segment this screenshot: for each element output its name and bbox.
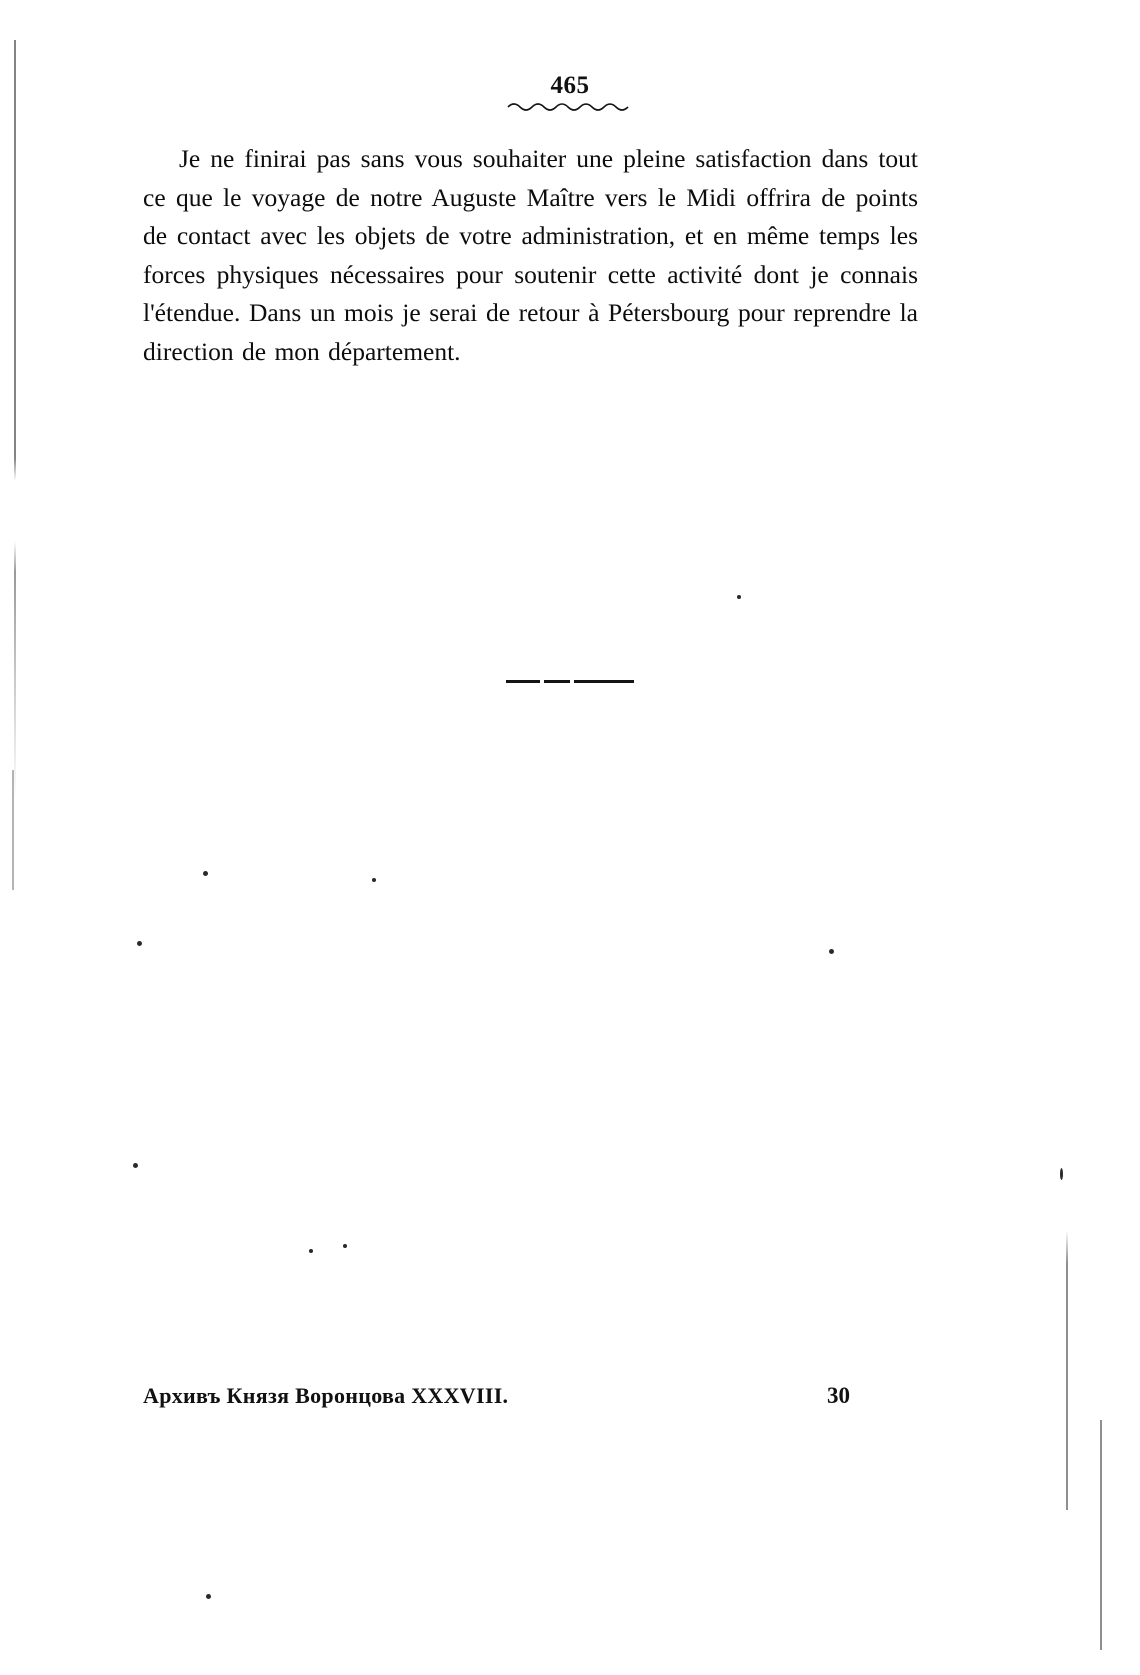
wavy-divider-icon [500, 100, 640, 114]
scan-speck [309, 1249, 313, 1253]
scan-speck [206, 1594, 211, 1599]
scan-speck [829, 949, 834, 954]
scan-speck [737, 595, 741, 599]
scan-speck [343, 1244, 347, 1248]
letter-body [143, 140, 918, 372]
scan-speck [137, 941, 142, 946]
section-divider [506, 679, 634, 684]
scan-speck [372, 878, 376, 882]
scan-edge-artifact-left [14, 40, 16, 800]
scan-edge-artifact-left-lower [12, 770, 14, 890]
running-title: Архивъ Князя Воронцова XXXVIII. [143, 1383, 509, 1408]
scan-speck [1060, 1168, 1063, 1180]
scan-edge-artifact-right [1066, 1230, 1068, 1510]
scan-edge-artifact-right-lower [1100, 1420, 1102, 1650]
signature-number: 30 [827, 1383, 850, 1408]
letter-body-text: Je ne finirai pas sans vous souhaiter une pleine satisfaction dans tout ce que le voyage de notre Auguste Maître vers le Midi offrira de points de contact avec les objets de votre administration, et en même temps les forces physiques nécessaires pour soutenir cette activité dont je connais l'étendue. Dans un mois je serai de retour à Pétersbourg pour reprendre la direction de mon département. [143, 144, 918, 366]
page-footer [143, 1383, 918, 1409]
scan-speck [133, 1163, 138, 1168]
scan-speck [203, 871, 208, 876]
page-number: 465 [550, 72, 590, 99]
